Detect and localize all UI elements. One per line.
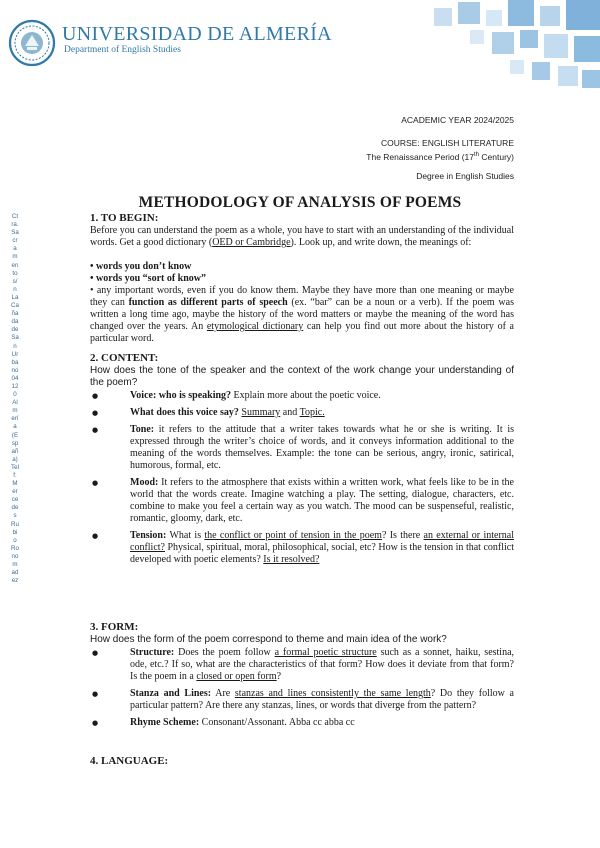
parts-of-speech-bold: function as different parts of speech [128, 297, 288, 308]
section-question: How does the form of the poem correspond to theme and main idea of the work? [90, 634, 447, 645]
external-internal-link[interactable]: an external or internal conflict? [130, 530, 514, 553]
degree-name: Degree in English Studies [416, 171, 514, 181]
bullet-icon: ● [92, 409, 99, 417]
bullet-icon: ● [92, 392, 99, 400]
voice-text: Explain more about the poetic voice. [231, 390, 381, 401]
period-superscript: th [474, 152, 480, 158]
section-question: How does the tone of the speaker and the context of the work change your understanding of the poem? [90, 365, 514, 388]
structure-text: Does the poem follow [174, 647, 275, 658]
closed-open-form-link[interactable]: closed or open form [196, 671, 277, 682]
list-item-rhyme [90, 717, 514, 729]
list-item-mood [90, 477, 514, 525]
list-item-tone [90, 424, 514, 472]
section-language [90, 755, 514, 768]
bullet-icon: ● [92, 690, 99, 698]
tension-text-2: ? Is there [381, 530, 424, 541]
stanza-text-2: ? Do they follow a particular pattern? Are there any stanzas, lines, or words that diverge from the pattern? [130, 688, 514, 711]
intro-paragraph [90, 225, 514, 249]
tone-label: Tone: [130, 424, 155, 435]
bullet-important-words [90, 285, 514, 345]
section-content [90, 352, 514, 566]
conflict-link[interactable]: the conflict or point of tension in the poem [204, 530, 382, 541]
section-heading: 1. TO BEGIN: [90, 212, 159, 224]
important-words-text-3: can help you find out more about the history of a particular word. [90, 321, 514, 344]
list-item-stanza [90, 688, 514, 712]
list-item-structure [90, 647, 514, 683]
sidebar-address: Ctra. Sacramento s/n La Cañada de San Urbano 04120 Almería (España) Telf: Mercedes Rubio Ronomadez [11, 213, 19, 585]
bullet-icon: ● [92, 426, 99, 434]
rhyme-label: Rhyme Scheme: [130, 717, 200, 728]
tension-label: Tension: [130, 530, 167, 541]
section-heading: 4. LANGUAGE: [90, 755, 169, 767]
say-label: What does this voice say? [130, 407, 239, 418]
list-item-voice [90, 390, 514, 402]
structure-label: Structure: [130, 647, 175, 658]
topic-link[interactable]: Topic. [299, 407, 325, 418]
department-name: Department of English Studies [64, 45, 181, 55]
university-name: UNIVERSIDAD DE ALMERÍA [62, 23, 332, 45]
tension-text: What is [166, 530, 205, 541]
stanza-label: Stanza and Lines: [130, 688, 212, 699]
stanza-text: Are [211, 688, 235, 699]
bullet-icon: ● [92, 719, 99, 727]
bullet-unknown-words: • words you don’t know [90, 261, 192, 272]
intro-text: Before you can understand the poem as a whole, you have to start with an understanding of the individual words. Get a good dictionary ( [90, 225, 514, 248]
university-seal-logo [8, 19, 56, 67]
section-heading: 3. FORM: [90, 621, 139, 633]
list-item-tension [90, 530, 514, 566]
section-to-begin [90, 212, 514, 345]
voice-label: Voice: who is speaking? [130, 390, 232, 401]
intro-text-end: ). Look up, and write down, the meanings of: [290, 237, 472, 248]
list-item-what-says [90, 407, 514, 419]
resolved-link[interactable]: Is it resolved? [263, 554, 320, 565]
mood-text: It refers to the atmosphere that exists within a written work, what feels like to be in the world that the words create. Imagine watching a play. The setting, dialogue, characters, etc. combine to make you feel a certain way as you watch. The mood can be suspenseful, realistic, romantic, gloomy, dark, etc. [130, 477, 514, 524]
bullet-sort-of-know: • words you “sort of know” [90, 273, 207, 284]
mood-label: Mood: [130, 477, 159, 488]
important-words-text-2: (ex. “bar” can be a noun or a verb). If the poem was written a long time ago, maybe the history of the word matters or maybe the meaning of the word has changed over the years. An [90, 297, 514, 332]
bullet-icon: ● [92, 479, 99, 487]
dictionary-link[interactable]: OED or Cambridge [212, 237, 291, 248]
important-words-text: • any important words, even if you do know them. Maybe they have more than one meaning or maybe they can [90, 285, 514, 308]
document-title: METHODOLOGY OF ANALYSIS OF POEMS [138, 194, 462, 211]
formal-structure-link[interactable]: a formal poetic structure [274, 647, 377, 658]
rhyme-text: Consonant/Assonant. Abba cc abba cc [199, 717, 355, 728]
course-name: COURSE: ENGLISH LITERATURE [380, 138, 514, 148]
period-text-end: Century) [479, 151, 514, 162]
academic-year: ACADEMIC YEAR 2024/2025 [401, 115, 514, 125]
section-heading: 2. CONTENT: [90, 352, 159, 364]
etymological-dictionary-link[interactable]: etymological dictionary [206, 321, 304, 332]
bullet-icon: ● [92, 649, 99, 657]
structure-text-3: ? [276, 671, 282, 682]
period-line [366, 150, 514, 163]
decorative-squares [400, 0, 600, 100]
bullet-icon: ● [92, 532, 99, 540]
period-text: The Renaissance Period (17 [366, 151, 475, 162]
structure-text-2: such as a sonnet, haiku, sestina, ode, etc.? If so, what are the characteristics of that form? How does it deviate from that form? Is the poem in a [130, 647, 515, 682]
say-and: and [280, 407, 300, 418]
tone-text: it refers to the attitude that a writer takes towards what he or she is writing. It is expressed through the writer’s choice of words, and it conveys information additional to the meaning of the words themselves. Example: the tone can be serious, angry, ironic, satirical, humorous, formal, etc. [130, 424, 514, 471]
tension-text-3: Physical, spiritual, moral, philosophical, social, etc? How is the tension in that conflict developed with poetic elements? [130, 542, 514, 565]
summary-link[interactable]: Summary [241, 407, 281, 418]
stanza-length-link[interactable]: stanzas and lines consistently the same length [234, 688, 431, 699]
section-form [90, 621, 514, 729]
